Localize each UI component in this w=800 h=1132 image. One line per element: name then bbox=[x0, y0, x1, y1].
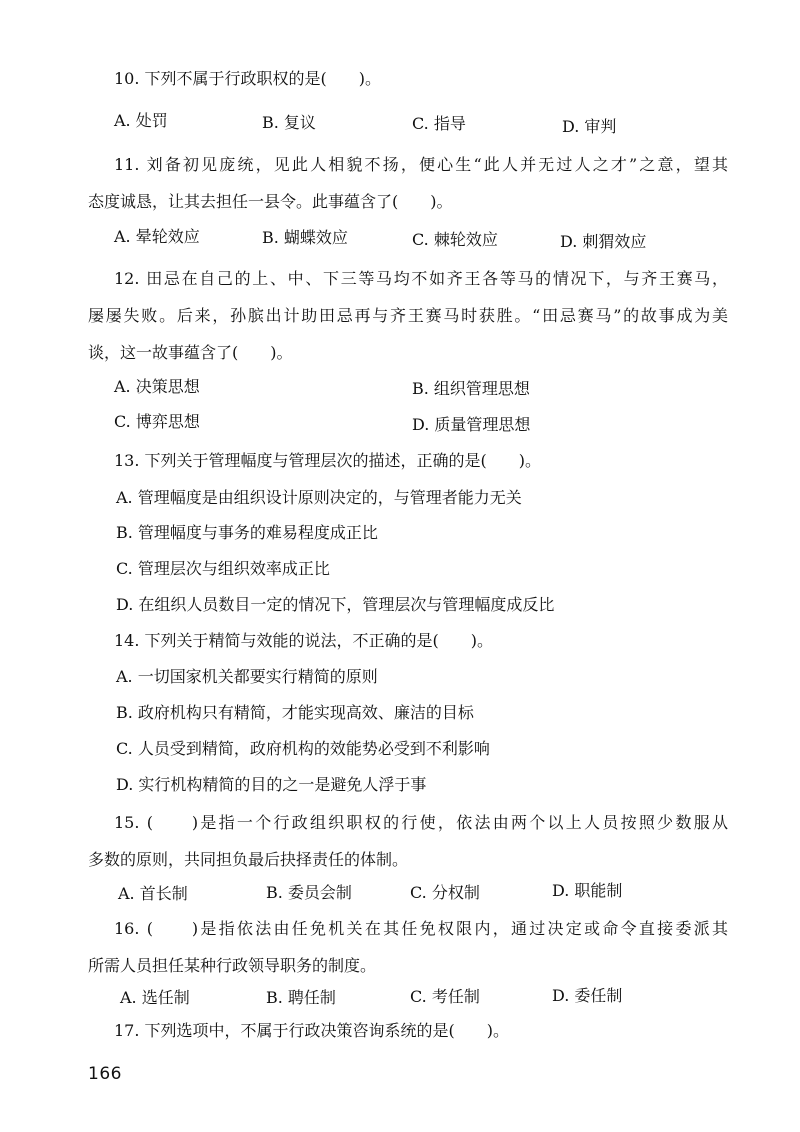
q11-option-b: B. 蝴蝶效应 bbox=[262, 228, 348, 247]
question-14-stem: 14. 下列关于精简与效能的说法，不正确的是( )。 bbox=[114, 631, 494, 650]
q10-option-d: D. 审判 bbox=[562, 117, 617, 136]
q14-option-c: C. 人员受到精简，政府机构的效能势必受到不利影响 bbox=[116, 739, 490, 758]
q15-option-d: D. 职能制 bbox=[552, 881, 623, 900]
q12-option-d: D. 质量管理思想 bbox=[412, 415, 531, 434]
question-10 bbox=[88, 60, 728, 97]
q16-option-b: B. 聘任制 bbox=[266, 988, 336, 1007]
q11-option-d: D. 刺猬效应 bbox=[560, 232, 647, 251]
q11-option-c: C. 棘轮效应 bbox=[412, 230, 498, 249]
question-15-line-1: 15. ( )是指一个行政组织职权的行使，依法由两个以上人员按照少数服从 bbox=[114, 813, 728, 832]
q12-option-a: A. 决策思想 bbox=[114, 377, 200, 396]
q15-option-a: A. 首长制 bbox=[118, 884, 188, 903]
q16-option-d: D. 委任制 bbox=[552, 986, 623, 1005]
q10-option-a: A. 处罚 bbox=[114, 111, 168, 130]
question-12 bbox=[88, 260, 728, 371]
q14-option-b: B. 政府机构只有精简，才能实现高效、廉洁的目标 bbox=[116, 703, 474, 722]
question-17-stem: 17. 下列选项中，不属于行政决策咨询系统的是( )。 bbox=[114, 1021, 510, 1040]
q10-option-c: C. 指导 bbox=[412, 114, 466, 133]
q10-option-b: B. 复议 bbox=[262, 113, 316, 132]
q12-option-c: C. 博弈思想 bbox=[114, 412, 200, 431]
question-10-stem: 10. 下列不属于行政职权的是( )。 bbox=[114, 69, 382, 88]
q13-option-d: D. 在组织人员数目一定的情况下，管理层次与管理幅度成反比 bbox=[116, 595, 555, 614]
q13-option-a: A. 管理幅度是由组织设计原则决定的，与管理者能力无关 bbox=[116, 488, 522, 507]
q15-option-b: B. 委员会制 bbox=[266, 883, 352, 902]
question-12-line-1: 12. 田忌在自己的上、中、下三等马均不如齐王各等马的情况下，与齐王赛马， bbox=[114, 269, 728, 288]
q13-option-c: C. 管理层次与组织效率成正比 bbox=[116, 559, 330, 578]
q11-option-a: A. 晕轮效应 bbox=[114, 227, 200, 246]
q16-option-a: A. 选任制 bbox=[120, 988, 190, 1007]
q15-option-c: C. 分权制 bbox=[410, 883, 480, 902]
q13-option-b: B. 管理幅度与事务的难易程度成正比 bbox=[116, 523, 378, 542]
question-11 bbox=[88, 146, 728, 220]
question-15 bbox=[88, 804, 728, 878]
q16-option-c: C. 考任制 bbox=[410, 987, 480, 1006]
question-16-line-1: 16. ( )是指依法由任免机关在其任免权限内，通过决定或命令直接委派其 bbox=[114, 919, 728, 938]
question-14 bbox=[88, 622, 728, 659]
question-13 bbox=[88, 442, 728, 479]
question-17 bbox=[88, 1012, 728, 1049]
q12-option-b: B. 组织管理思想 bbox=[412, 379, 530, 398]
question-11-line-2: 态度诚恳，让其去担任一县令。此事蕴含了( )。 bbox=[88, 192, 453, 211]
q14-option-a: A. 一切国家机关都要实行精简的原则 bbox=[116, 667, 378, 686]
question-16 bbox=[88, 910, 728, 984]
question-15-line-2: 多数的原则，共同担负最后抉择责任的体制。 bbox=[88, 850, 409, 869]
question-13-stem: 13. 下列关于管理幅度与管理层次的描述，正确的是( )。 bbox=[114, 451, 542, 470]
question-12-line-2: 屡屡失败。后来，孙膑出计助田忌再与齐王赛马时获胜。“田忌赛马”的故事成为美 bbox=[88, 306, 728, 325]
question-16-line-2: 所需人员担任某种行政领导职务的制度。 bbox=[88, 956, 377, 975]
question-11-line-1: 11. 刘备初见庞统，见此人相貌不扬，便心生“此人并无过人之才”之意，望其 bbox=[114, 155, 728, 174]
page-number: 166 bbox=[88, 1064, 122, 1084]
question-12-line-3: 谈，这一故事蕴含了( )。 bbox=[88, 343, 293, 362]
q14-option-d: D. 实行机构精简的目的之一是避免人浮于事 bbox=[116, 775, 427, 794]
